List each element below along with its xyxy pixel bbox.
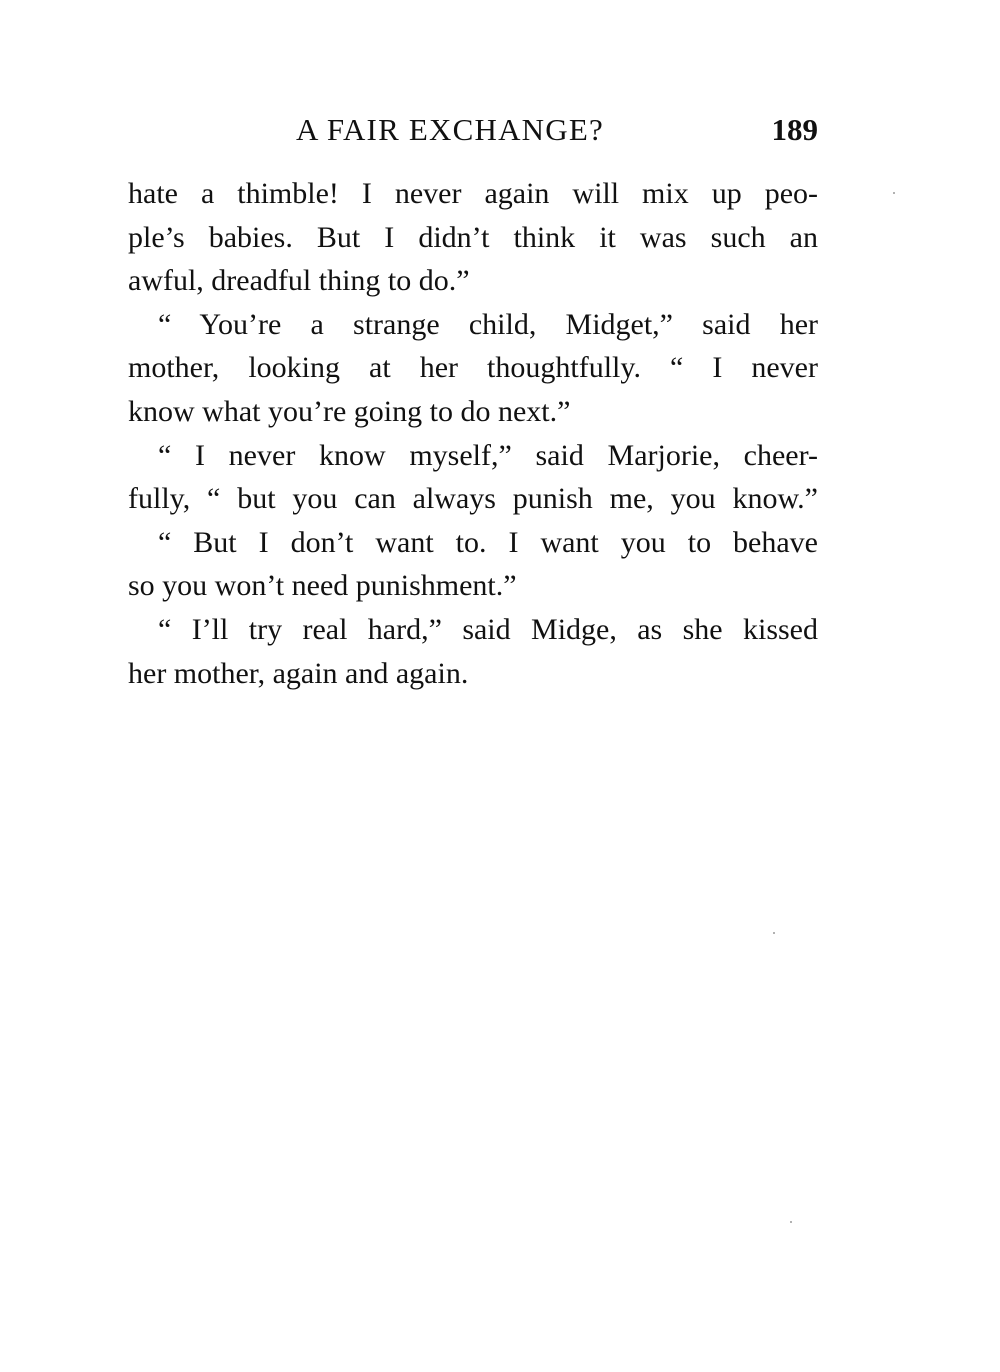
body-text <box>128 172 818 695</box>
running-head <box>128 112 818 156</box>
text-line: ple’s babies. But I didn’t think it was such an <box>128 220 818 254</box>
scan-speck <box>790 1221 792 1223</box>
text-line: her mother, again and again. <box>128 656 469 690</box>
text-line: “ I’ll try real hard,” said Midge, as she kissed <box>158 612 818 646</box>
running-title: A FAIR EXCHANGE? <box>296 112 604 147</box>
text-line: fully, “ but you can always punish me, you know.” <box>128 482 818 516</box>
text-line: know what you’re going to do next.” <box>128 394 571 428</box>
scan-speck <box>893 192 895 194</box>
text-line: “ I never know myself,” said Marjorie, cheer- <box>158 438 818 472</box>
text-line: awful, dreadful thing to do.” <box>128 264 470 298</box>
text-line: “ You’re a strange child, Midget,” said her <box>158 307 818 341</box>
text-line: so you won’t need punishment.” <box>128 569 517 603</box>
text-line: mother, looking at her thoughtfully. “ I never <box>128 351 818 385</box>
scan-speck <box>773 932 775 934</box>
page-number: 189 <box>771 112 818 147</box>
text-line: hate a thimble! I never again will mix up peo- <box>128 177 818 210</box>
text-line: “ But I don’t want to. I want you to behave <box>158 525 818 559</box>
